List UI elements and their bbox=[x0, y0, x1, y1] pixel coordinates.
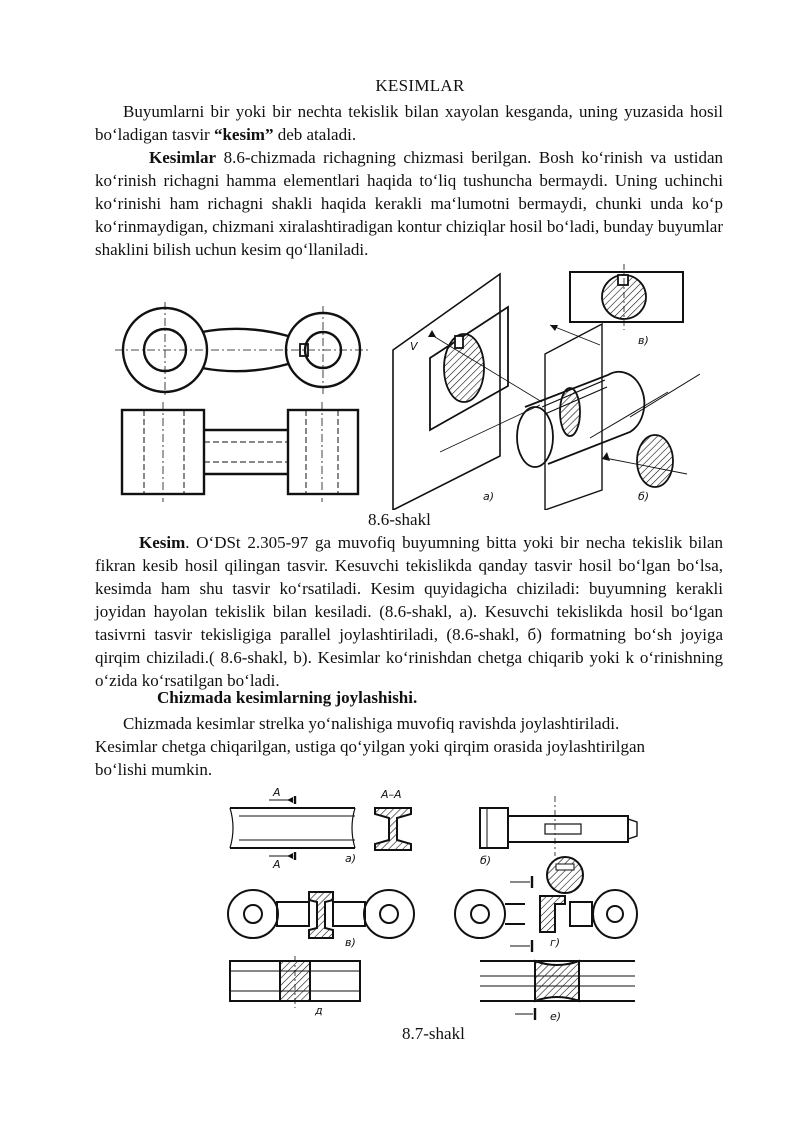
label-b: б) bbox=[638, 490, 650, 503]
label-d: д bbox=[315, 1004, 323, 1017]
label-v: в) bbox=[345, 936, 356, 949]
figure-8-7-caption: 8.7-shakl bbox=[402, 1024, 465, 1043]
page-title: KESIMLAR bbox=[375, 76, 465, 95]
lever-top-view bbox=[122, 402, 358, 502]
section-d bbox=[230, 956, 360, 1008]
label-a: a) bbox=[345, 852, 357, 865]
figure-8-6-caption: 8.6-shakl bbox=[368, 510, 431, 529]
label-A-A: A–A bbox=[381, 788, 402, 801]
figure-8-6 bbox=[110, 262, 700, 510]
term-kesim-bold: Kesim bbox=[139, 533, 186, 552]
section-g bbox=[455, 876, 637, 952]
term-kesimlar: Kesimlar bbox=[149, 148, 217, 167]
section-b bbox=[480, 796, 637, 893]
label-a: a) bbox=[483, 490, 495, 503]
paragraph-placement bbox=[95, 712, 735, 781]
paragraph-placement-line3: bo‘lishi mumkin. bbox=[95, 760, 213, 779]
label-e: е) bbox=[550, 1010, 562, 1023]
section-v bbox=[228, 890, 414, 938]
label-v: в) bbox=[638, 334, 649, 347]
term-kesim: “kesim” bbox=[213, 125, 274, 144]
paragraph-placement-line2: Kesimlar chetga chiqarilgan, ustiga qo‘yilgan yoki qirqim orasida joylashtirilgan bbox=[95, 737, 646, 756]
paragraph-kesim-standard-text: . O‘DSt 2.305-97 ga muvofiq buyumning bitta yoki bir necha tekislik bilan fikran kesib hosil qilingan tasvir. Kesuvchi tekislikda qanday tasvir hosil bo‘lgan bo‘lsa, kesimda ham shu tasvir ko‘rsatiladi. Kesim quyidagicha chiziladi: buyumning kerakli joyidan hayolan tekislik bilan kesiladi. (8.6-shakl, a). Kesuvchi tekislikda hosil bo‘lgan tasivrni tasvir tekisligiga parallel joylashtiriladi, (8.6-shakl, б) formatning bo‘sh joyiga qirqim chiziladi.( 8.6-shakl, b). Kesimlar ko‘rinishdan chetga chiqarib yoki k o‘rinishning o‘zida ko‘rsatilgan bo‘ladi. bbox=[95, 533, 723, 690]
label-g: г) bbox=[550, 936, 561, 949]
paragraph-definition-end: deb ataladi. bbox=[273, 125, 357, 144]
paragraph-definition-text: Buyumlarni bir yoki bir nechta tekislik bilan xayolan kesganda, uning yuzasida hosil bo‘ladigan tasvir bbox=[95, 102, 723, 144]
lever-front-view bbox=[115, 302, 368, 398]
label-b: б) bbox=[480, 854, 492, 867]
label-v-plane: V bbox=[410, 340, 418, 353]
paragraph-kesimlar bbox=[95, 146, 723, 261]
paragraph-placement-line1: Chizmada kesimlar strelka yo‘nalishiga muvofiq ravishda joylashtiriladi. bbox=[123, 714, 620, 733]
label-A-top: A bbox=[273, 786, 281, 799]
section-a bbox=[230, 796, 411, 860]
paragraph-kesim-standard bbox=[95, 531, 723, 692]
isometric-section-drawing bbox=[393, 264, 700, 510]
paragraph-kesimlar-text: 8.6-chizmada richagning chizmasi berilgan. Bosh ko‘rinish va ustidan ko‘rinish richagni hamma elementlari haqida to‘liq tushuncha bermaydi. Uning uchinchi ko‘rinishi ham richagni shakli haqida kerakli ma‘lumotni bermaydi, chunki unda ko‘p ko‘rinmaydigan, chizmani xiralashtiradigan kontur chiziqlar hosil bo‘ladi, bunday buyumlar shaklini bilish uchun kesim qo‘llaniladi. bbox=[95, 148, 723, 259]
figure-8-7 bbox=[225, 786, 645, 1026]
paragraph-definition bbox=[95, 100, 723, 146]
subheading: Chizmada kesimlarning joylashishi. bbox=[157, 688, 418, 707]
label-A-bottom: A bbox=[273, 858, 281, 871]
